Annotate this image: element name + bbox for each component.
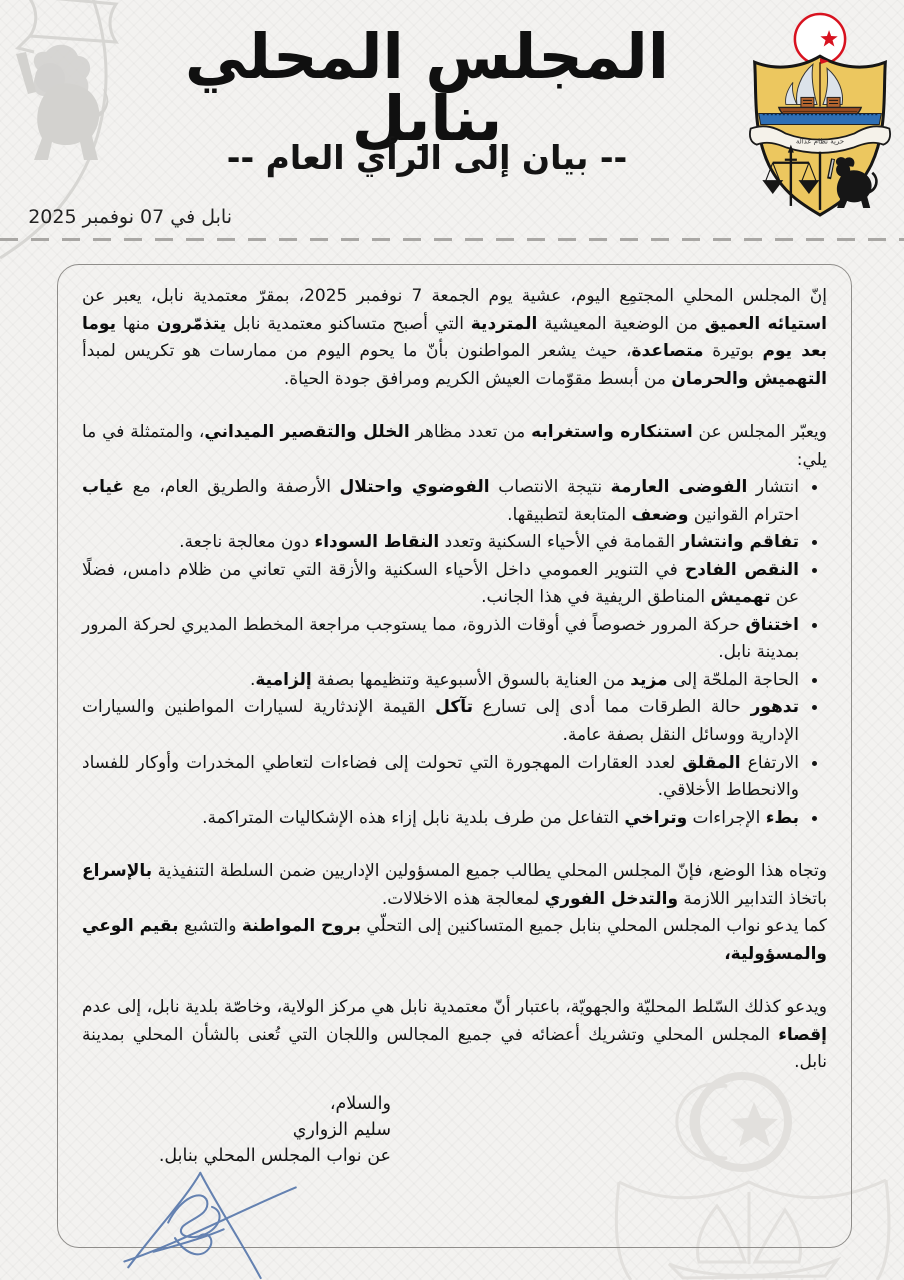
signer-capacity: عن نواب المجلس المحلي بنابل. <box>158 1146 391 1167</box>
authorities-call-paragraph: ويدعو كذلك السّلط المحليّة والجهويّة، باعتبار أنّ معتمدية نابل هي مركز الولاية، وخاصّة بلدية نابل، إلى عدم إقصاء المجلس المحلي وتشريك أعضائه في جميع المجالس واللجان التي تُعنى بالشأن المحلي بمدينة نابل. <box>82 997 827 1073</box>
date-line: نابل في 07 نوفمبر 2025 <box>28 206 232 228</box>
closing-block <box>82 1091 391 1170</box>
grievance-item: • النقص الفادح في التنوير العمومي داخل الأحياء السكنية والأزقة التي تعاني من ظلام دامس، فضلًا عن تهميش المناطق الريفية في هذا الجانب. <box>82 557 801 612</box>
grievance-item: • تدهور حالة الطرقات مما أدى إلى تسارع تآكل القيمة الإندثارية لسيارات المواطنين والسيارات الإدارية ووسائل النقل بصفة عامة. <box>82 694 801 749</box>
page-title: المجلس المحلي بنابل <box>184 20 670 155</box>
grievance-list <box>82 474 827 832</box>
grievance-item: • انتشار الفوضى العارمة نتيجة الانتصاب الفوضوي واحتلال الأرصفة والطريق العام، مع غياب احترام القوانين وضعف المتابعة لتطبيقها. <box>82 474 801 529</box>
grievance-item: • بطء الإجراءات وتراخي التفاعل من طرف بلدية نابل إزاء هذه الإشكاليات المتراكمة. <box>82 805 801 833</box>
tunisia-coat-of-arms-icon <box>744 12 896 218</box>
grievance-intro-paragraph: ويعبّر المجلس عن استنكاره واستغرابه من تعدد مظاهر الخلل والتقصير الميداني، والمتمثلة في ما يلي: <box>82 422 827 470</box>
grievance-item: • الحاجة الملحّة إلى مزيد من العناية بالسوق الأسبوعية وتنظيمها بصفة إلزامية. <box>82 667 801 695</box>
salutation: والسلام، <box>329 1093 391 1114</box>
emblem-motto: حرية نظام عدالة <box>795 136 845 146</box>
intro-paragraph: إنّ المجلس المحلي المجتمِع اليوم، عشية يوم الجمعة 7 نوفمبر 2025، بمقرّ معتمدية نابل، يعبر عن استيائه العميق من الوضعية المعيشية المتردية التي أصبح متساكنو معتمدية نابل يتذمّرون منها يوما بعد يوم بوتيرة متصاعدة، حيث يشعر المواطنون بأنّ ما يحوم اليوم من ممارسات هو تكريس لمبدأ التهميش والحرمان من أبسط مقوّمات العيش الكريم ومرافق جودة الحياة. <box>82 286 828 389</box>
grievance-item: • الارتفاع المقلق لعدد العقارات المهجورة التي تحولت إلى فضاءات لتعاطي المخدرات وأوكار للفساد والانحطاط الأخلاقي. <box>82 750 801 805</box>
citizens-call-paragraph: كما يدعو نواب المجلس المحلي بنابل جميع المتساكنين إلى التحلّي بروح المواطنة والتشبع بقيم الوعي والمسؤولية، <box>82 916 827 964</box>
grievance-item: • اختناق حركة المرور خصوصاً في أوقات الذروة، مما يستوجب مراجعة المخطط المديري لحركة المرور بمدينة نابل. <box>82 612 801 667</box>
grievance-item: • تفاقم وانتشار القمامة في الأحياء السكنية وتعدد النقاط السوداء دون معالجة ناجعة. <box>82 529 801 557</box>
demand-paragraph: وتجاه هذا الوضع، فإنّ المجلس المحلي يطالب جميع المسؤولين الإداريين ضمن السلطة التنفيذية بالإسراع باتخاذ التدابير اللازمة والتدخل الفوري لمعالجة هذه الاخلالات. <box>82 861 827 909</box>
signer-name: سليم الزواري <box>292 1120 391 1141</box>
dashed-divider <box>0 238 904 241</box>
statement-subtitle: -- بيان إلى الرأي العام -- <box>226 138 628 177</box>
signature-icon <box>112 1168 312 1280</box>
statement-body <box>57 264 852 1248</box>
